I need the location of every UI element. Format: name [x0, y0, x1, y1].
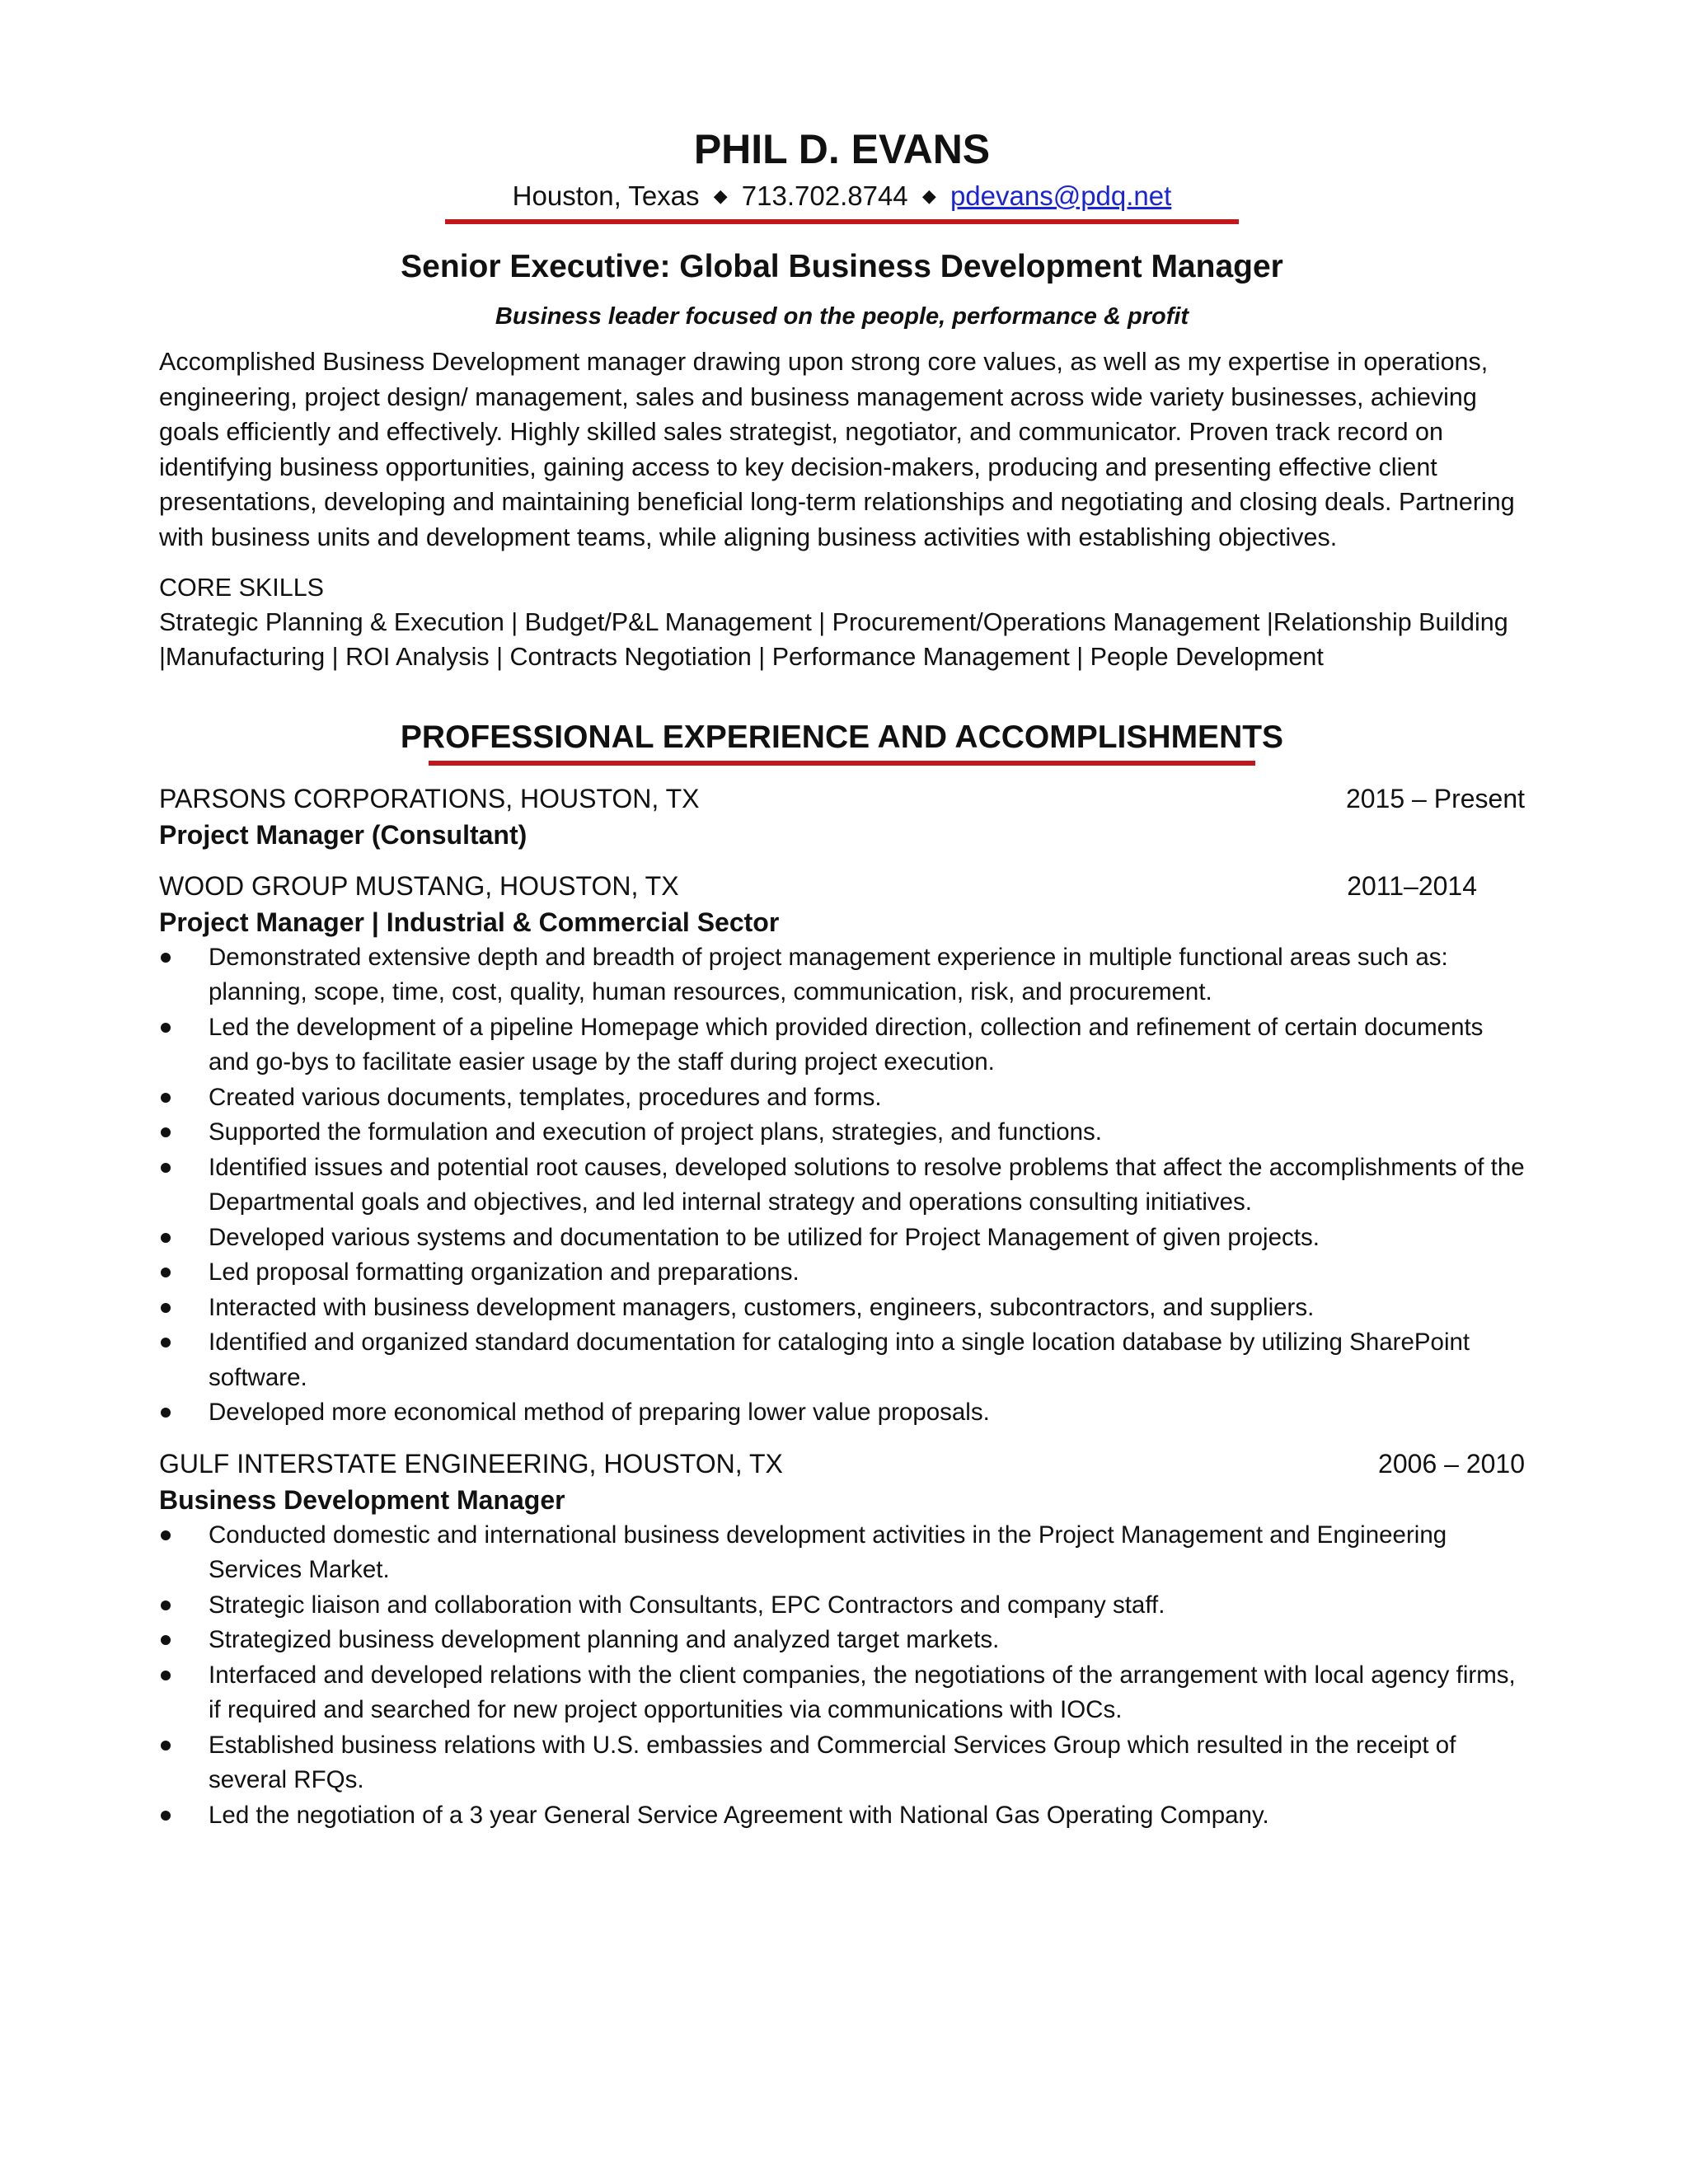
list-item	[159, 1623, 1525, 1658]
job-header	[159, 868, 1525, 904]
bullet-icon	[161, 1163, 171, 1173]
bullet-text: Identified and organized standard documentation for cataloging into a single location database by utilizing SharePoint software.	[209, 1329, 1470, 1391]
list-item	[159, 1658, 1525, 1728]
bullet-text: Demonstrated extensive depth and breadth of project management experience in multiple functional areas such as: planning, scope, time, cost, quality, human resources, communication, risk, and procurement.	[209, 943, 1448, 1006]
list-item	[159, 1518, 1525, 1588]
bullet-icon	[161, 1023, 171, 1033]
bullet-icon	[161, 953, 171, 963]
bullet-text: Created various documents, templates, procedures and forms.	[209, 1083, 882, 1111]
list-item	[159, 1291, 1525, 1326]
company-name: GULF INTERSTATE ENGINEERING, HOUSTON, TX	[159, 1448, 783, 1479]
bullet-text: Supported the formulation and execution of project plans, strategies, and functions.	[209, 1118, 1102, 1146]
bullet-icon	[161, 1268, 171, 1277]
bullet-icon	[161, 1338, 171, 1347]
list-item	[159, 1588, 1525, 1624]
location: Houston, Texas	[512, 180, 700, 211]
list-item	[159, 1798, 1525, 1834]
bullet-icon	[161, 1811, 171, 1821]
job-header	[159, 1446, 1525, 1482]
diamond-separator-icon: ◆	[921, 185, 936, 206]
list-item	[159, 1728, 1525, 1798]
accomplishments-list	[159, 1518, 1525, 1834]
job-title: Project Manager (Consultant)	[159, 819, 528, 850]
headline: Senior Executive: Global Business Development Manager	[401, 249, 1283, 284]
summary-paragraph: Accomplished Business Development manager drawing upon strong core values, as well as my expertise in operations, engineering, project design/ management, sales and business management across wide variety businesses, achieving goals efficiently and effectively. Highly skilled sales strategist, negotiator, and communicator. Proven track record on identifying business opportunities, gaining access to key decision-makers, producing and presenting effective client presentations, developing and maintaining beneficial long-term relationships and negotiating and closing deals. Partnering with business units and development teams, while aligning business activities with establishing objectives.	[159, 348, 1515, 551]
bullet-text: Developed more economical method of preparing lower value proposals.	[209, 1399, 990, 1427]
job-title: Project Manager | Industrial & Commercial Sector	[159, 907, 780, 937]
job-dates: 2015 – Present	[1345, 783, 1525, 813]
list-item	[159, 1115, 1525, 1151]
job-header	[159, 780, 1525, 817]
experience-section-title: PROFESSIONAL EXPERIENCE AND ACCOMPLISHMENTS	[400, 719, 1284, 755]
core-skills-list: Strategic Planning & Execution | Budget/P&L Management | Procurement/Operations Management |Relationship Building |Manufacturing | ROI Analysis | Contracts Negotiation | Performance Management | People Development	[159, 607, 1508, 672]
bullet-icon	[161, 1408, 171, 1418]
bullet-icon	[161, 1303, 171, 1313]
list-item	[159, 1080, 1525, 1116]
bullet-icon	[161, 1671, 171, 1680]
header-divider	[445, 219, 1239, 224]
email-link[interactable]: pdevans@pdq.net	[950, 180, 1172, 211]
tagline: Business leader focused on the people, performance & profit	[495, 303, 1189, 330]
section-divider	[429, 761, 1255, 766]
job-title: Business Development Manager	[159, 1484, 565, 1515]
job-entry	[159, 1446, 1525, 1834]
job-dates: 2006 – 2010	[1378, 1448, 1525, 1479]
contact-line	[159, 178, 1525, 214]
bullet-text: Identified issues and potential root causes, developed solutions to resolve problems that affect the accomplishments of the Departmental goals and objectives, and led internal strategy and operations consulting initiatives.	[209, 1153, 1525, 1216]
bullet-text: Interacted with business development managers, customers, engineers, subcontractors, and suppliers.	[209, 1293, 1315, 1321]
diamond-separator-icon: ◆	[713, 185, 728, 206]
phone-number: 713.702.8744	[741, 180, 908, 211]
list-item	[159, 1221, 1525, 1256]
bullet-icon	[161, 1127, 171, 1137]
bullet-icon	[161, 1601, 171, 1610]
bullet-text: Conducted domestic and international business development activities in the Project Management and Engineering Services Market.	[209, 1521, 1447, 1584]
bullet-text: Established business relations with U.S. embassies and Commercial Services Group which resulted in the receipt of several RFQs.	[209, 1731, 1456, 1794]
list-item	[159, 1010, 1525, 1080]
accomplishments-list	[159, 940, 1525, 1431]
candidate-name: PHIL D. EVANS	[693, 126, 991, 172]
list-item	[159, 1151, 1525, 1221]
bullet-text: Led the development of a pipeline Homepage which provided direction, collection and refinement of certain documents and go-bys to facilitate easier usage by the staff during project execution.	[209, 1013, 1484, 1076]
bullet-text: Developed various systems and documentation to be utilized for Project Management of given projects.	[209, 1223, 1320, 1251]
bullet-text: Strategized business development planning and analyzed target markets.	[209, 1626, 1000, 1654]
company-name: WOOD GROUP MUSTANG, HOUSTON, TX	[159, 870, 679, 901]
list-item	[159, 1395, 1525, 1431]
bullet-text: Led proposal formatting organization and preparations.	[209, 1258, 799, 1286]
bullet-text: Interfaced and developed relations with the client companies, the negotiations of the arrangement with local agency firms, if required and searched for new project opportunities via communications with IOCs.	[209, 1661, 1516, 1724]
job-dates: 2011–2014	[1347, 870, 1477, 901]
bullet-text: Led the negotiation of a 3 year General Service Agreement with National Gas Operating Company.	[209, 1801, 1269, 1829]
bullet-icon	[161, 1233, 171, 1243]
job-entry	[159, 868, 1525, 1431]
job-entry	[159, 780, 1525, 853]
core-skills-heading: CORE SKILLS	[159, 573, 325, 602]
bullet-icon	[161, 1741, 171, 1750]
company-name: PARSONS CORPORATIONS, HOUSTON, TX	[159, 783, 700, 813]
bullet-text: Strategic liaison and collaboration with Consultants, EPC Contractors and company staff.	[209, 1591, 1165, 1619]
bullet-icon	[161, 1635, 171, 1645]
list-item	[159, 1255, 1525, 1291]
list-item	[159, 940, 1525, 1010]
bullet-icon	[161, 1530, 171, 1540]
list-item	[159, 1325, 1525, 1395]
bullet-icon	[161, 1093, 171, 1103]
